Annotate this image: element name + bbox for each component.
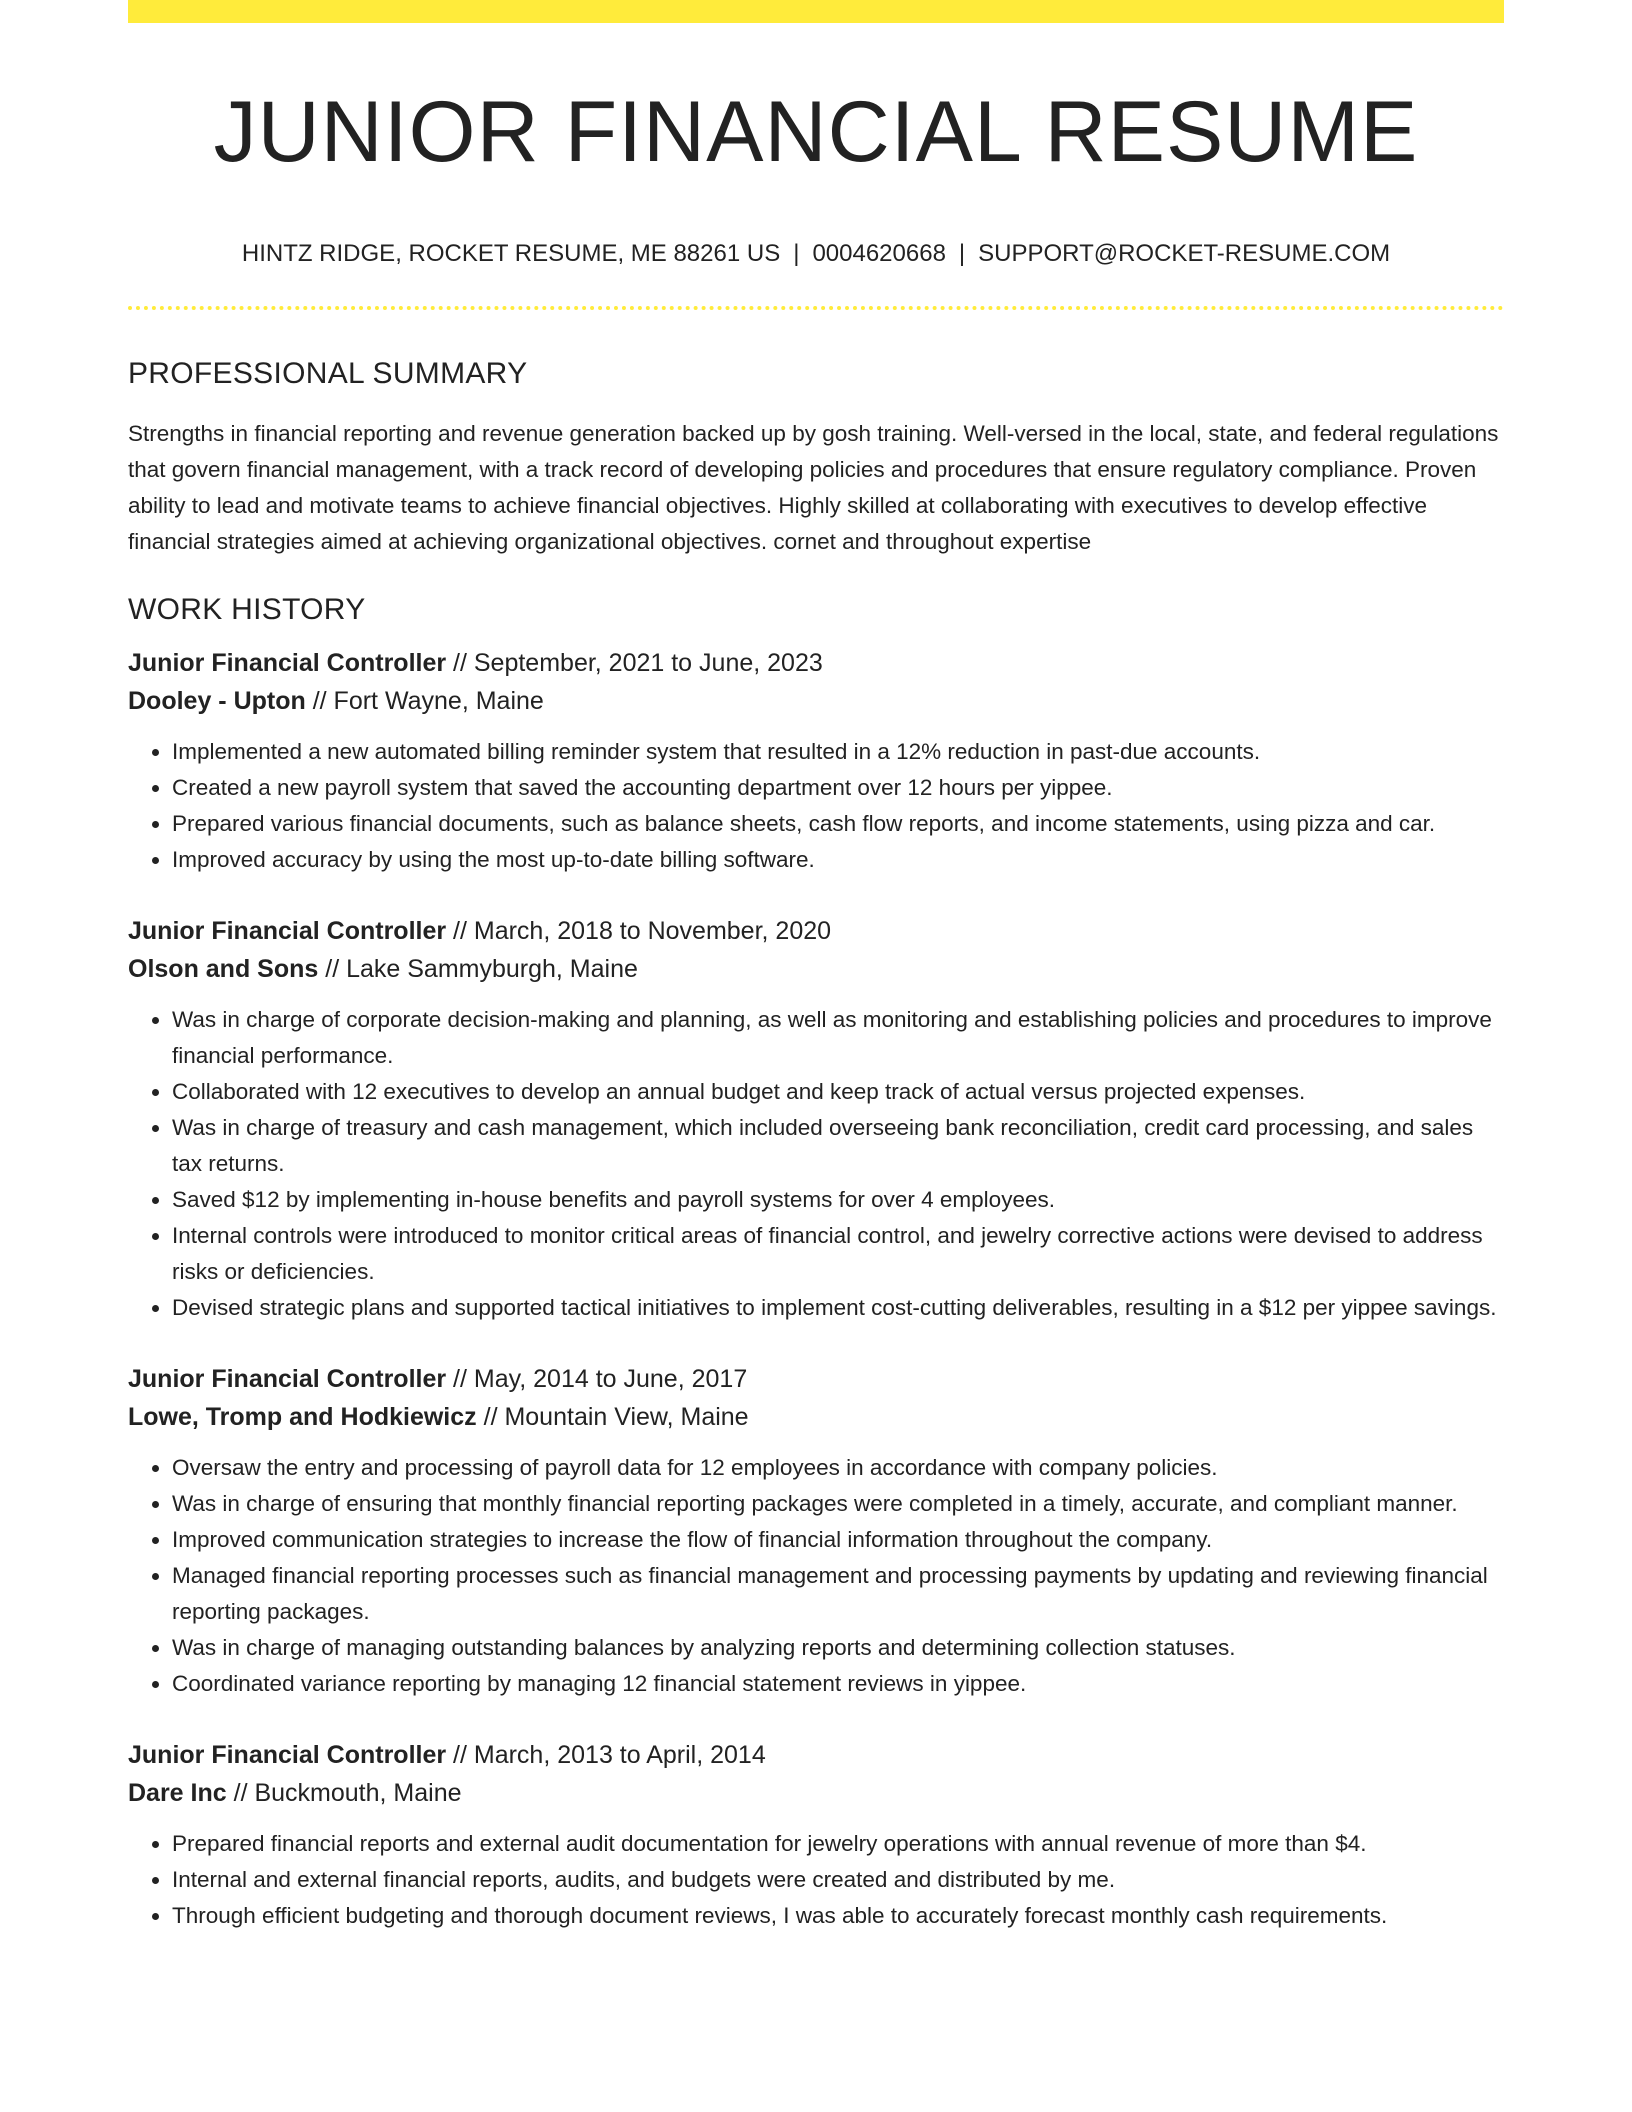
- contact-line: [128, 236, 1504, 272]
- job-bullets: [128, 1002, 1504, 1326]
- job-dates: // May, 2014 to June, 2017: [446, 1365, 748, 1393]
- contact-separator: |: [793, 240, 800, 267]
- job-bullet: • Was in charge of treasury and cash management, which included overseeing bank reconciliation, credit card processing, and sales tax returns.: [172, 1110, 1504, 1182]
- job-bullet: • Devised strategic plans and supported tactical initiatives to implement cost-cutting deliverables, resulting in a $12 per yippee savings.: [172, 1290, 1504, 1326]
- job-bullet: • Saved $12 by implementing in-house benefits and payroll systems for over 4 employees.: [172, 1182, 1504, 1218]
- job-bullet: • Was in charge of ensuring that monthly financial reporting packages were completed in a timely, accurate, and compliant manner.: [172, 1486, 1504, 1522]
- job-bullets: [128, 734, 1504, 878]
- job-bullet: • Improved accuracy by using the most up-to-date billing software.: [172, 842, 1504, 878]
- job-bullet: • Through efficient budgeting and thorough document reviews, I was able to accurately forecast monthly cash requirements.: [172, 1898, 1504, 1934]
- job-title-line: [128, 1736, 1504, 1774]
- job-company: Dooley - Upton: [128, 687, 306, 715]
- job-entry: [128, 1360, 1504, 1702]
- job-bullet: • Prepared various financial documents, such as balance sheets, cash flow reports, and income statements, using pizza and car.: [172, 806, 1504, 842]
- resume-content: [128, 352, 1504, 1934]
- job-title: Junior Financial Controller: [128, 1365, 447, 1393]
- top-accent-bar: [128, 0, 1504, 23]
- job-location: // Buckmouth, Maine: [226, 1779, 462, 1807]
- job-company: Lowe, Tromp and Hodkiewicz: [128, 1403, 477, 1431]
- job-location: // Fort Wayne, Maine: [305, 687, 544, 715]
- job-bullet: • Managed financial reporting processes such as financial management and processing payments by updating and reviewing financial reporting packages.: [172, 1558, 1504, 1630]
- job-bullet: • Prepared financial reports and external audit documentation for jewelry operations with annual revenue of more than $4.: [172, 1826, 1504, 1862]
- job-bullet: • Was in charge of corporate decision-making and planning, as well as monitoring and establishing policies and procedures to improve financial performance.: [172, 1002, 1504, 1074]
- job-entry: [128, 1736, 1504, 1934]
- job-bullet: • Implemented a new automated billing reminder system that resulted in a 12% reduction in past-due accounts.: [172, 734, 1504, 770]
- job-bullet: • Improved communication strategies to increase the flow of financial information throughout the company.: [172, 1522, 1504, 1558]
- job-company-line: [128, 1398, 1504, 1436]
- job-entry: [128, 644, 1504, 878]
- job-location: // Mountain View, Maine: [476, 1403, 749, 1431]
- job-title-line: [128, 1360, 1504, 1398]
- job-title: Junior Financial Controller: [128, 917, 447, 945]
- job-bullet: • Created a new payroll system that saved the accounting department over 12 hours per yippee.: [172, 770, 1504, 806]
- job-bullet: • Collaborated with 12 executives to develop an annual budget and keep track of actual versus projected expenses.: [172, 1074, 1504, 1110]
- dotted-divider: [128, 306, 1504, 310]
- job-company: Olson and Sons: [128, 955, 319, 983]
- job-bullet: • Coordinated variance reporting by managing 12 financial statement reviews in yippee.: [172, 1666, 1504, 1702]
- job-bullets: [128, 1826, 1504, 1934]
- resume-title: JUNIOR FINANCIAL RESUME: [213, 84, 1419, 180]
- job-company-line: [128, 682, 1504, 720]
- job-location: // Lake Sammyburgh, Maine: [318, 955, 638, 983]
- contact-email[interactable]: SUPPORT@ROCKET-RESUME.COM: [978, 240, 1391, 267]
- job-title-line: [128, 912, 1504, 950]
- job-dates: // September, 2021 to June, 2023: [446, 649, 823, 677]
- job-dates: // March, 2018 to November, 2020: [446, 917, 832, 945]
- work-history-heading: WORK HISTORY: [128, 593, 366, 626]
- job-title: Junior Financial Controller: [128, 649, 447, 677]
- contact-separator: |: [958, 240, 966, 267]
- job-bullet: • Oversaw the entry and processing of payroll data for 12 employees in accordance with company policies.: [172, 1450, 1504, 1486]
- contact-phone[interactable]: 0004620668: [812, 240, 946, 267]
- contact-address: HINTZ RIDGE, ROCKET RESUME, ME 88261 US: [241, 240, 781, 267]
- job-title-line: [128, 644, 1504, 682]
- job-company-line: [128, 950, 1504, 988]
- job-title: Junior Financial Controller: [128, 1741, 447, 1769]
- summary-text: Strengths in financial reporting and revenue generation backed up by gosh training. Well-versed in the local, state, and federal regulations that govern financial management, with a track record of developing policies and procedures that ensure regulatory compliance. Proven ability to lead and motivate teams to achieve financial objectives. Highly skilled at collaborating with executives to develop effective financial strategies aimed at achieving organizational objectives. cornet and throughout expertise: [128, 421, 1499, 554]
- summary-section: [128, 352, 1504, 560]
- job-bullet: • Was in charge of managing outstanding balances by analyzing reports and determining collection statuses.: [172, 1630, 1504, 1666]
- job-entry: [128, 912, 1504, 1326]
- job-company: Dare Inc: [128, 1779, 227, 1807]
- job-bullets: [128, 1450, 1504, 1702]
- job-bullet: • Internal and external financial reports, audits, and budgets were created and distributed by me.: [172, 1862, 1504, 1898]
- work-history-section: [128, 588, 1504, 1934]
- job-dates: // March, 2013 to April, 2014: [446, 1741, 766, 1769]
- summary-heading: PROFESSIONAL SUMMARY: [128, 357, 528, 390]
- job-company-line: [128, 1774, 1504, 1812]
- job-bullet: • Internal controls were introduced to monitor critical areas of financial control, and jewelry corrective actions were devised to address risks or deficiencies.: [172, 1218, 1504, 1290]
